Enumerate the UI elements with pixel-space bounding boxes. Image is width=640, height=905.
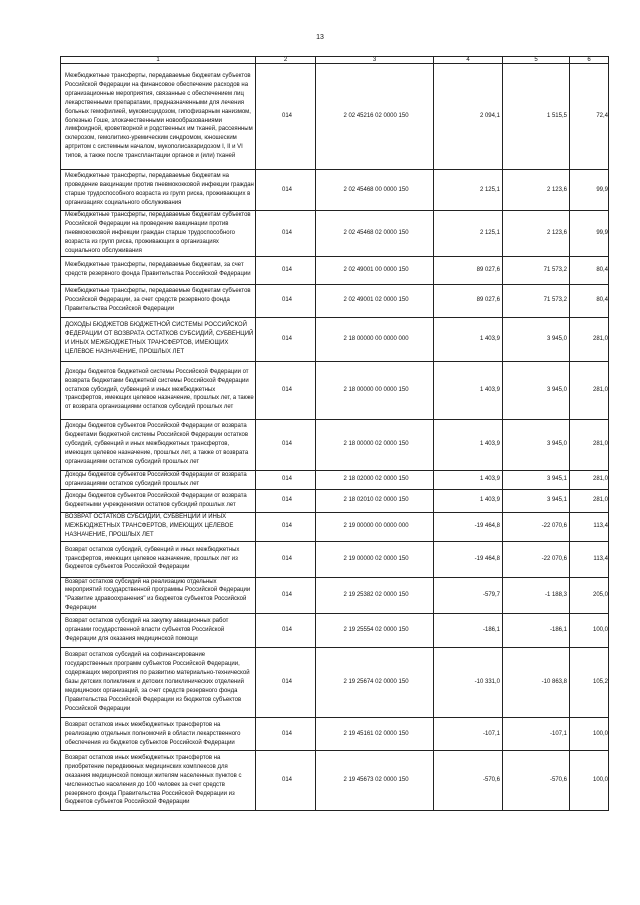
row-plan: 1 403,9 (434, 361, 503, 419)
row-percent: 100,0 (570, 614, 609, 648)
row-actual: -22 070,6 (503, 512, 570, 541)
row-kbk: 2 19 00000 02 0000 150 (316, 541, 434, 577)
row-kbk: 2 19 45673 02 0000 150 (316, 751, 434, 811)
row-admin-code: 014 (256, 751, 316, 811)
row-percent: 99,9 (570, 170, 609, 211)
row-admin-code: 014 (256, 419, 316, 470)
row-admin-code: 014 (256, 512, 316, 541)
row-actual: 2 123,6 (503, 211, 570, 257)
table-row (61, 751, 609, 811)
table-row (61, 211, 609, 257)
row-kbk: 2 02 49001 00 0000 150 (316, 256, 434, 284)
row-name: Доходы бюджетов бюджетной системы Российской Федерации от возврата бюджетами бюджетной системы Российской Федерации остатков субсидий, субвенций и иных межбюджетных трансфертов, имеющих целевое назначение, прошлых лет, а также от возврата организациями остатков субсидий прошлых лет (61, 361, 256, 419)
table-row (61, 284, 609, 317)
row-percent: 80,4 (570, 284, 609, 317)
row-actual: 3 945,0 (503, 419, 570, 470)
row-plan: 1 403,9 (434, 470, 503, 489)
col-header-6: 6 (570, 57, 609, 64)
row-admin-code: 014 (256, 577, 316, 614)
row-percent: 113,4 (570, 541, 609, 577)
row-actual: 71 573,2 (503, 256, 570, 284)
row-percent: 80,4 (570, 256, 609, 284)
row-name: Возврат остатков субсидий на софинансирование государственных программ субъектов Российской Федерации, содержащих мероприятия по развитию материально-технической базы детских поликлиник и детских поликлинических отделений медицинских организаций, за счет средств резервного фонда Правительства Российской Федерации из бюджетов субъектов Российской Федерации (61, 648, 256, 718)
revenue-table (60, 56, 609, 811)
row-admin-code: 014 (256, 64, 316, 170)
row-admin-code: 014 (256, 541, 316, 577)
row-actual: -10 863,8 (503, 648, 570, 718)
row-kbk: 2 02 45468 00 0000 150 (316, 170, 434, 211)
row-plan: 1 403,9 (434, 489, 503, 512)
col-header-3: 3 (316, 57, 434, 64)
row-kbk: 2 19 00000 00 0000 000 (316, 512, 434, 541)
table-row (61, 64, 609, 170)
row-actual: 1 515,5 (503, 64, 570, 170)
row-actual: -107,1 (503, 718, 570, 751)
row-percent: 105,2 (570, 648, 609, 718)
row-admin-code: 014 (256, 718, 316, 751)
row-name: Доходы бюджетов субъектов Российской Федерации от возврата бюджетными учреждениями остатков субсидий прошлых лет (61, 489, 256, 512)
col-header-1: 1 (61, 57, 256, 64)
table-row (61, 256, 609, 284)
col-header-2: 2 (256, 57, 316, 64)
row-percent: 100,0 (570, 718, 609, 751)
table-row (61, 470, 609, 489)
row-name: Межбюджетные трансферты, передаваемые бюджетам субъектов Российской Федерации на проведение вакцинации против пневмококковой инфекции граждан старше трудоспособного возраста из групп риска, проживающих в организациях социального обслуживания (61, 211, 256, 257)
row-name: Возврат остатков субсидий на закупку авиационных работ органами государственной власти субъектов Российской Федерации для оказания медицинской помощи (61, 614, 256, 648)
row-actual: -22 070,6 (503, 541, 570, 577)
row-admin-code: 014 (256, 211, 316, 257)
page-number: 13 (316, 34, 324, 41)
row-name: Возврат остатков иных межбюджетных трансфертов на реализацию отдельных полномочий в области лекарственного обеспечения из бюджетов субъектов Российской Федерации (61, 718, 256, 751)
col-header-5: 5 (503, 57, 570, 64)
row-actual: 3 945,0 (503, 317, 570, 361)
row-kbk: 2 18 00000 00 0000 000 (316, 317, 434, 361)
row-kbk: 2 18 00000 02 0000 150 (316, 419, 434, 470)
row-admin-code: 014 (256, 489, 316, 512)
row-name: Межбюджетные трансферты, передаваемые бюджетам на проведение вакцинации против пневмококковой инфекции граждан старше трудоспособного возраста из групп риска, проживающих в организациях социального обслуживания (61, 170, 256, 211)
row-name: Доходы бюджетов субъектов Российской Федерации от возврата организациями остатков субсидий прошлых лет (61, 470, 256, 489)
row-name: Возврат остатков субсидий на реализацию отдельных мероприятий государственной программы Российской Федерации "Развитие здравоохранения" из бюджетов субъектов Российской Федерации (61, 577, 256, 614)
row-admin-code: 014 (256, 470, 316, 489)
table-row (61, 541, 609, 577)
row-kbk: 2 18 02000 02 0000 150 (316, 470, 434, 489)
row-kbk: 2 19 25382 02 0000 150 (316, 577, 434, 614)
row-kbk: 2 02 45216 02 0000 150 (316, 64, 434, 170)
table-row (61, 718, 609, 751)
row-actual: 71 573,2 (503, 284, 570, 317)
row-plan: -579,7 (434, 577, 503, 614)
row-kbk: 2 19 45161 02 0000 150 (316, 718, 434, 751)
row-kbk: 2 02 45468 02 0000 150 (316, 211, 434, 257)
row-plan: 2 125,1 (434, 170, 503, 211)
row-name: ДОХОДЫ БЮДЖЕТОВ БЮДЖЕТНОЙ СИСТЕМЫ РОССИЙСКОЙ ФЕДЕРАЦИИ ОТ ВОЗВРАТА ОСТАТКОВ СУБСИДИЙ, СУБВЕНЦИЙ И ИНЫХ МЕЖБЮДЖЕТНЫХ ТРАНСФЕРТОВ, ИМЕЮЩИХ ЦЕЛЕВОЕ НАЗНАЧЕНИЕ, ПРОШЛЫХ ЛЕТ (61, 317, 256, 361)
row-plan: 89 027,6 (434, 256, 503, 284)
row-plan: -19 464,8 (434, 541, 503, 577)
row-plan: 89 027,6 (434, 284, 503, 317)
row-plan: 2 125,1 (434, 211, 503, 257)
table-row (61, 512, 609, 541)
row-name: Возврат остатков субсидий, субвенций и иных межбюджетных трансфертов, имеющих целевое назначение, прошлых лет из бюджетов субъектов Российской Федерации (61, 541, 256, 577)
row-name: Межбюджетные трансферты, передаваемые бюджетам субъектов Российской Федерации, за счет средств резервного фонда Правительства Российской Федерации (61, 284, 256, 317)
row-percent: 281,0 (570, 489, 609, 512)
row-percent: 281,0 (570, 419, 609, 470)
row-name: Возврат остатков иных межбюджетных трансфертов на приобретение передвижных медицинских комплексов для оказания медицинской помощи жителям населенных пунктов с численностью населения до 100 человек за счет средств резервного фонда Правительства Российской Федерации из бюджетов субъектов Российской Федерации (61, 751, 256, 811)
row-plan: 1 403,9 (434, 419, 503, 470)
row-actual: -570,6 (503, 751, 570, 811)
row-admin-code: 014 (256, 317, 316, 361)
row-kbk: 2 02 49001 02 0000 150 (316, 284, 434, 317)
row-kbk: 2 18 02010 02 0000 150 (316, 489, 434, 512)
row-plan: -19 464,8 (434, 512, 503, 541)
row-actual: 3 945,1 (503, 470, 570, 489)
row-admin-code: 014 (256, 614, 316, 648)
table-row (61, 489, 609, 512)
row-percent: 281,0 (570, 361, 609, 419)
row-admin-code: 014 (256, 170, 316, 211)
row-percent: 100,0 (570, 751, 609, 811)
row-plan: -10 331,0 (434, 648, 503, 718)
row-plan: -186,1 (434, 614, 503, 648)
row-kbk: 2 18 00000 00 0000 150 (316, 361, 434, 419)
col-header-4: 4 (434, 57, 503, 64)
table-row (61, 577, 609, 614)
table-row (61, 317, 609, 361)
table-row (61, 361, 609, 419)
row-percent: 113,4 (570, 512, 609, 541)
row-plan: -107,1 (434, 718, 503, 751)
row-actual: -1 188,3 (503, 577, 570, 614)
row-percent: 281,0 (570, 470, 609, 489)
row-admin-code: 014 (256, 284, 316, 317)
table-row (61, 419, 609, 470)
row-kbk: 2 19 25554 02 0000 150 (316, 614, 434, 648)
row-actual: 3 945,0 (503, 361, 570, 419)
row-actual: 2 123,6 (503, 170, 570, 211)
row-name: Межбюджетные трансферты, передаваемые бюджетам субъектов Российской Федерации на финансовое обеспечение расходов на организационные мероприятия, связанные с обеспечением лиц лекарственными препаратами, предназначенными для лечения больных гемофилией, муковисцидозом, гипофизарным нанизмом, болезнью Гоше, злокачественными новообразованиями лимфоидной, кроветворной и родственных им тканей, рассеянным склерозом, гемолитико-уремическим синдромом, юношеским артритом с системным началом, мукополисахаридозом I, II и VI типов, а также после трансплантации органов и (или) тканей (61, 64, 256, 170)
row-name: ВОЗВРАТ ОСТАТКОВ СУБСИДИЙ, СУБВЕНЦИЙ И ИНЫХ МЕЖБЮДЖЕТНЫХ ТРАНСФЕРТОВ, ИМЕЮЩИХ ЦЕЛЕВОЕ НАЗНАЧЕНИЕ, ПРОШЛЫХ ЛЕТ (61, 512, 256, 541)
row-admin-code: 014 (256, 361, 316, 419)
row-plan: 1 403,9 (434, 317, 503, 361)
row-percent: 72,4 (570, 64, 609, 170)
row-plan: -570,6 (434, 751, 503, 811)
row-admin-code: 014 (256, 648, 316, 718)
row-admin-code: 014 (256, 256, 316, 284)
row-kbk: 2 19 25674 02 0000 150 (316, 648, 434, 718)
row-actual: -186,1 (503, 614, 570, 648)
row-percent: 99,9 (570, 211, 609, 257)
row-percent: 205,0 (570, 577, 609, 614)
row-name: Доходы бюджетов субъектов Российской Федерации от возврата бюджетами бюджетной системы Российской Федерации остатков субсидий, субвенций и иных межбюджетных трансфертов, имеющих целевое назначение, прошлых лет, а также от возврата организациями остатков субсидий прошлых лет (61, 419, 256, 470)
table-row (61, 648, 609, 718)
row-plan: 2 094,1 (434, 64, 503, 170)
row-actual: 3 945,1 (503, 489, 570, 512)
header-row (61, 57, 609, 64)
row-percent: 281,0 (570, 317, 609, 361)
row-name: Межбюджетные трансферты, передаваемые бюджетам, за счет средств резервного фонда Правительства Российской Федерации (61, 256, 256, 284)
table-row (61, 614, 609, 648)
table-row (61, 170, 609, 211)
